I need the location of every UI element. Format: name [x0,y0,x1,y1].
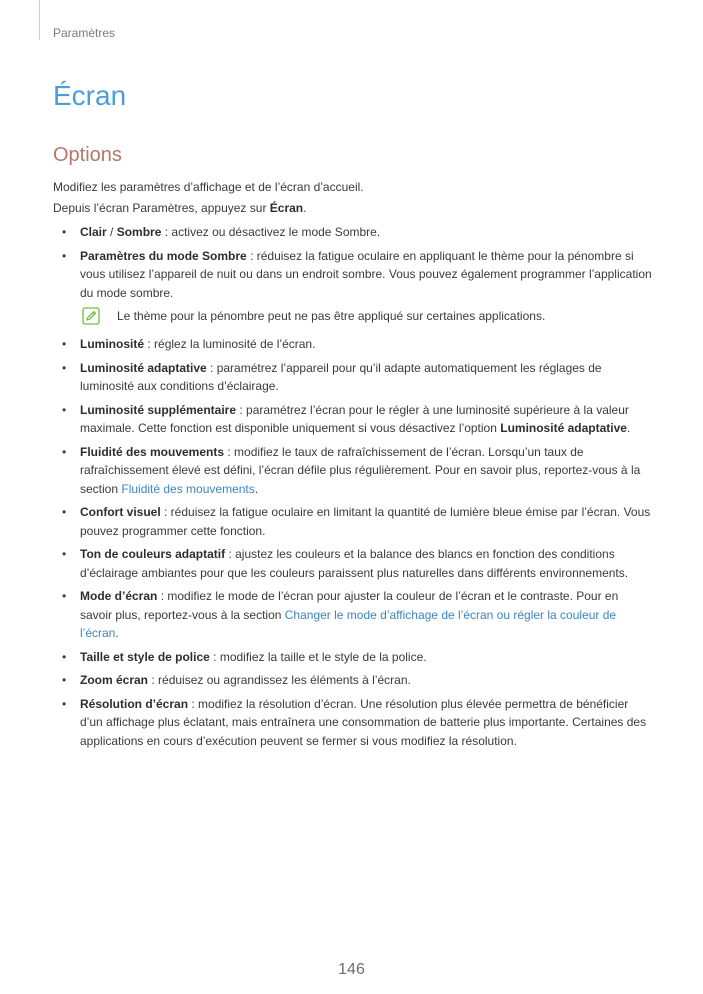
header-rule [39,0,40,40]
list-item-luminosite-supplementaire: • Luminosité supplémentaire : paramétrez l’écran pour le régler à une luminosité supérieure à la valeur maximale. Cette fonction est disponible uniquement si vous désactivez l’option Luminosité adaptative. [62,402,631,435]
list-item-zoom-ecran: • Zoom écran : réduisez ou agrandissez les éléments à l’écran. [62,673,411,687]
page-title: Écran [53,80,127,111]
screen-option-label: Écran [269,201,304,215]
link-changer-mode[interactable]: Changer le mode d’affichage de l’écran ou régler la couleur de l’écran [80,607,617,640]
note [53,307,653,327]
running-header: Paramètres [53,26,116,40]
intro-line-2: Depuis l’écran Paramètres, appuyez sur Écran. [53,201,307,215]
list-item-luminosite-adaptative: • Luminosité adaptative : paramétrez l’appareil pour qu’il adapte automatiquement les réglages de luminosité aux conditions d’éclairage. [62,360,602,393]
link-fluidite[interactable]: Fluidité des mouvements [121,481,255,496]
list-item-luminosite: • Luminosité : réglez la luminosité de l’écran. [62,337,316,351]
options-list [53,223,653,755]
note-pencil-icon [82,307,100,325]
intro-line-1: Modifiez les paramètres d’affichage et de l’écran d’accueil. [53,180,364,194]
list-item-resolution: • Résolution d’écran : modifiez la résolution d’écran. Une résolution plus élevée permettra de bénéficier d’un affichage plus éclatant, mais entraînera une consommation de batterie plus importante. Certaines des applications en cours d’exécution peuvent se fermer si vous modifiez la résolution. [62,696,647,748]
list-item-clair-sombre: • Clair / Sombre : activez ou désactivez le mode Sombre. [62,225,381,239]
list-item-dark-mode-settings: • Paramètres du mode Sombre : réduisez la fatigue oculaire en appliquant le thème pour la pénombre si vous utilisez l’appareil de nuit ou dans un endroit sombre. Vous pouvez également programmer l’application du mode sombre. [62,248,652,300]
section-heading: Options [53,144,122,166]
intro [53,177,653,219]
note-text: Le thème pour la pénombre peut ne pas être appliqué sur certaines applications. [117,309,546,323]
list-item-confort-visuel: • Confort visuel : réduisez la fatigue oculaire en limitant la quantité de lumière bleue émise par l’écran. Vous pouvez programmer cette fonction. [62,505,651,538]
page-number: 146 [338,961,365,978]
list-item-fluidite: • Fluidité des mouvements : modifiez le taux de rafraîchissement de l’écran. Lorsqu’un taux de rafraîchissement élevé est défini, l’écran défile plus régulièrement. Pour en savoir plus, reportez-vous à la section Fluidité des mouvements. [62,444,641,496]
list-item-taille-police: • Taille et style de police : modifiez la taille et le style de la police. [62,649,427,664]
list-item-ton-couleurs: • Ton de couleurs adaptatif : ajustez les couleurs et la balance des blancs en fonction des conditions d’éclairage ambiantes pour que les couleurs paraissent plus naturelles dans différents environnements. [62,547,629,580]
list-item-mode-ecran: • Mode d’écran : modifiez le mode de l’écran pour ajuster la couleur de l’écran et le contraste. Pour en savoir plus, reportez-vous à la section Changer le mode d’affichage de l’écran ou régler la couleur de l’écran. [62,589,619,640]
